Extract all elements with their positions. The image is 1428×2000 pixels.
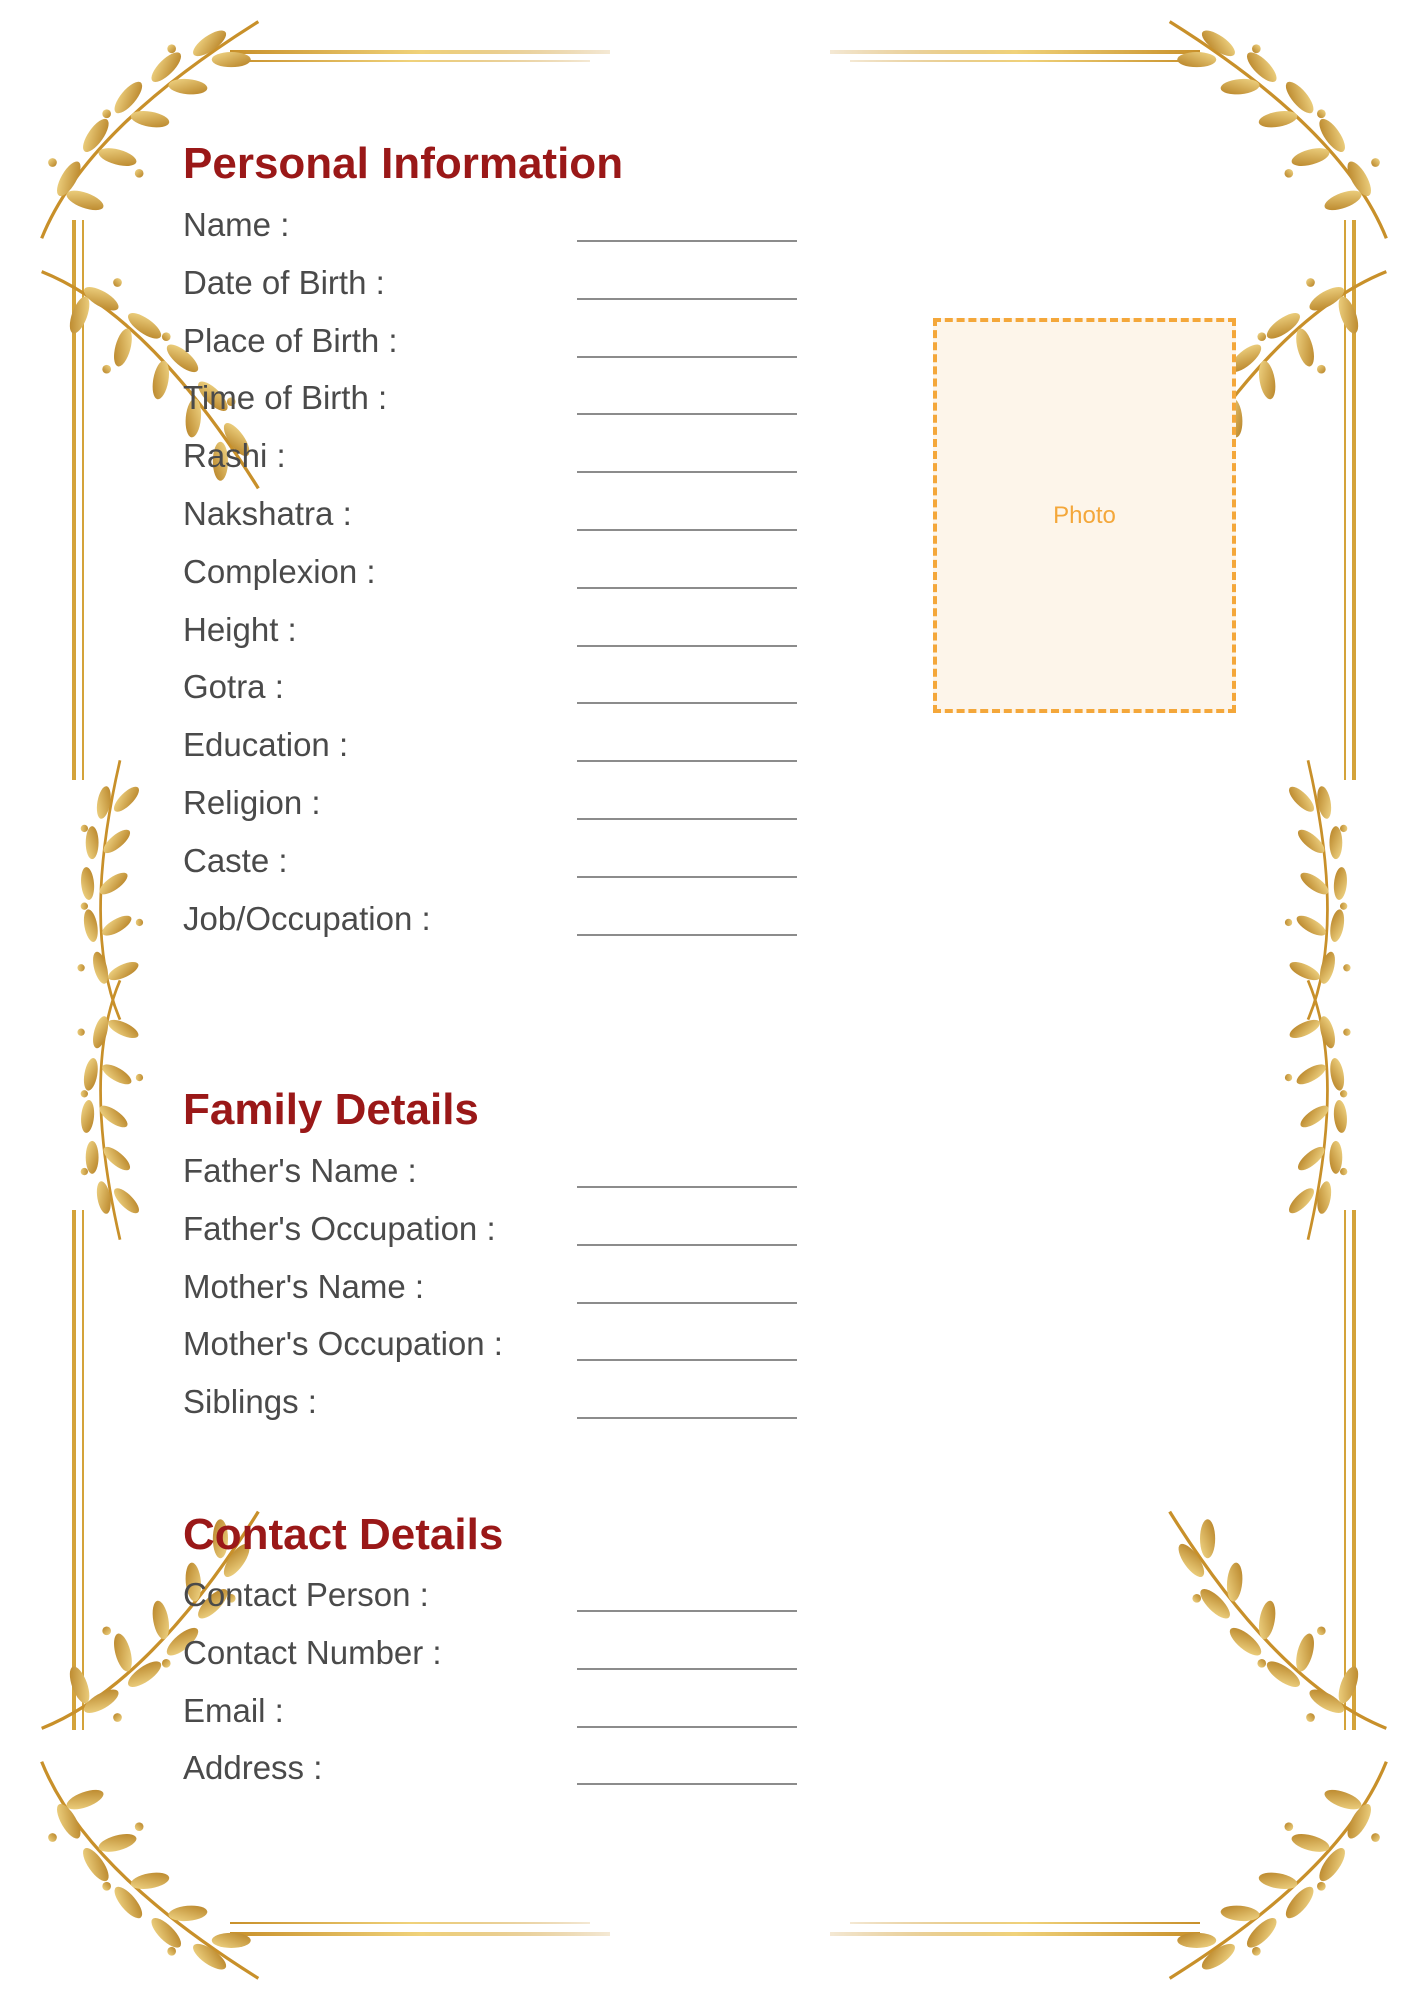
field-row bbox=[183, 1578, 803, 1624]
field-blank-line[interactable] bbox=[577, 876, 797, 878]
photo-placeholder[interactable] bbox=[933, 318, 1236, 713]
field-row bbox=[183, 439, 803, 485]
field-blank-line[interactable] bbox=[577, 1244, 797, 1246]
field-blank-line[interactable] bbox=[577, 240, 797, 242]
field-row bbox=[183, 1209, 803, 1258]
field-row bbox=[183, 1385, 803, 1431]
field-row bbox=[183, 899, 803, 948]
personal-information-heading: Personal Information bbox=[183, 139, 624, 188]
field-blank-line[interactable] bbox=[577, 413, 797, 415]
field-blank-line[interactable] bbox=[577, 1186, 797, 1188]
contact-details-heading: Contact Details bbox=[183, 1510, 504, 1559]
field-blank-line[interactable] bbox=[577, 529, 797, 531]
field-label: Caste : bbox=[183, 841, 288, 879]
field-blank-line[interactable] bbox=[577, 1668, 797, 1670]
field-label: Gotra : bbox=[183, 668, 284, 706]
field-blank-line[interactable] bbox=[577, 356, 797, 358]
field-row bbox=[183, 670, 803, 716]
field-row bbox=[183, 610, 803, 659]
field-blank-line[interactable] bbox=[577, 1783, 797, 1785]
family-details-heading: Family Details bbox=[183, 1085, 479, 1134]
field-label: Father's Name : bbox=[183, 1152, 417, 1189]
field-row bbox=[183, 728, 803, 774]
field-label: Time of Birth : bbox=[183, 379, 388, 417]
field-blank-line[interactable] bbox=[577, 760, 797, 762]
field-blank-line[interactable] bbox=[577, 1610, 797, 1612]
field-blank-line[interactable] bbox=[577, 645, 797, 647]
frame-top-lines bbox=[230, 50, 1200, 62]
field-row bbox=[183, 381, 803, 427]
field-blank-line[interactable] bbox=[577, 934, 797, 936]
field-blank-line[interactable] bbox=[577, 1726, 797, 1728]
field-label: Height : bbox=[183, 610, 297, 648]
field-row bbox=[183, 208, 803, 254]
field-row bbox=[183, 1154, 803, 1200]
field-row bbox=[183, 841, 803, 890]
field-label: Name : bbox=[183, 206, 290, 243]
field-label: Mother's Occupation : bbox=[183, 1325, 503, 1363]
field-blank-line[interactable] bbox=[577, 1417, 797, 1419]
field-label: Job/Occupation : bbox=[183, 899, 431, 937]
photo-label: Photo bbox=[1053, 501, 1116, 529]
field-label: Address : bbox=[183, 1749, 323, 1787]
field-label: Religion : bbox=[183, 784, 321, 821]
field-label: Place of Birth : bbox=[183, 321, 398, 359]
field-row bbox=[183, 786, 803, 832]
field-blank-line[interactable] bbox=[577, 298, 797, 300]
field-label: Mother's Name : bbox=[183, 1267, 425, 1305]
field-blank-line[interactable] bbox=[577, 818, 797, 820]
field-row bbox=[183, 1691, 803, 1740]
field-row bbox=[183, 497, 803, 543]
field-label: Contact Person : bbox=[183, 1576, 429, 1613]
field-label: Nakshatra : bbox=[183, 495, 352, 532]
side-vine-right bbox=[1178, 760, 1428, 1239]
field-row bbox=[183, 321, 803, 370]
field-row bbox=[183, 263, 803, 312]
field-blank-line[interactable] bbox=[577, 587, 797, 589]
field-label: Rashi : bbox=[183, 437, 286, 475]
field-row bbox=[183, 1751, 803, 1797]
field-label: Siblings : bbox=[183, 1383, 317, 1421]
field-blank-line[interactable] bbox=[577, 1359, 797, 1361]
field-blank-line[interactable] bbox=[577, 1302, 797, 1304]
field-row bbox=[183, 1327, 803, 1373]
field-blank-line[interactable] bbox=[577, 471, 797, 473]
field-label: Contact Number : bbox=[183, 1633, 442, 1671]
field-row bbox=[183, 552, 803, 601]
field-label: Date of Birth : bbox=[183, 263, 385, 301]
field-row bbox=[183, 1633, 803, 1682]
field-label: Complexion : bbox=[183, 552, 376, 590]
field-label: Email : bbox=[183, 1691, 284, 1729]
field-row bbox=[183, 1267, 803, 1316]
field-label: Education : bbox=[183, 726, 349, 764]
field-blank-line[interactable] bbox=[577, 702, 797, 704]
field-label: Father's Occupation : bbox=[183, 1209, 496, 1247]
frame-bottom-lines bbox=[230, 1922, 1200, 1936]
